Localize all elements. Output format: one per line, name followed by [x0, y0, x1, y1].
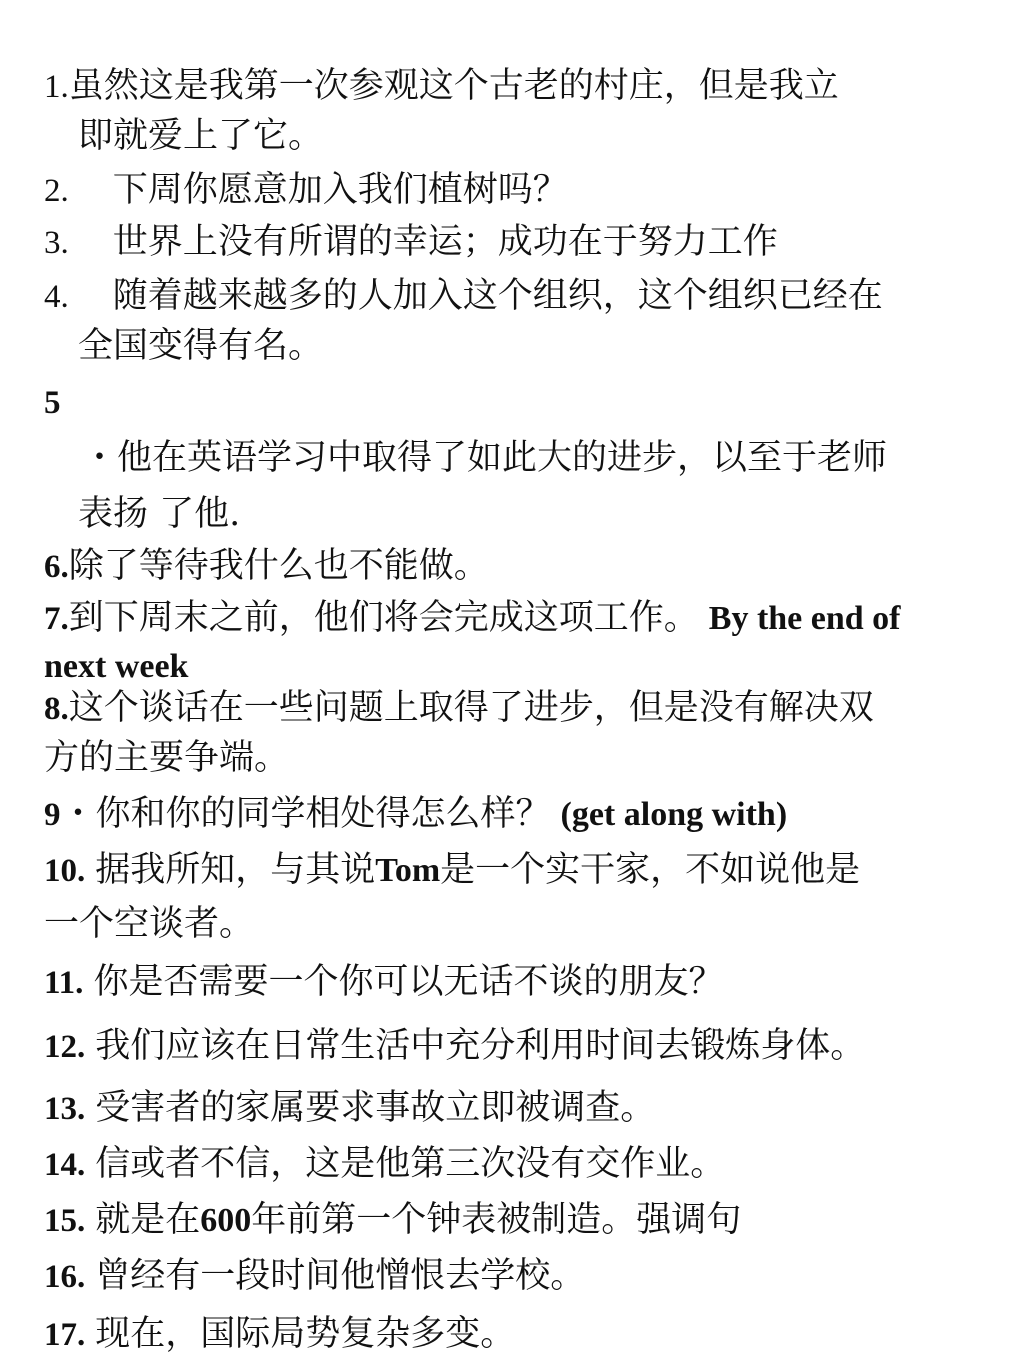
item-number: 9: [44, 797, 61, 833]
item-4-line-2: [78, 324, 323, 368]
item-number: 8.: [44, 691, 69, 727]
item-hint-continued: next week: [44, 648, 189, 685]
item-17: [44, 1312, 515, 1357]
item-number: 5: [44, 385, 61, 421]
item-text: 这个谈话在一些问题上取得了进步，但是没有解决双: [68, 688, 874, 728]
item-13: [44, 1086, 655, 1131]
item-3: [44, 220, 778, 265]
item-text: 全国变得有名。: [78, 326, 324, 366]
item-number: 12.: [44, 1029, 86, 1065]
item-16: [44, 1254, 585, 1299]
item-6: [44, 544, 489, 589]
item-number: 11.: [44, 965, 84, 1001]
item-text: 随着越来越多的人加入这个组织，这个组织已经在: [112, 276, 883, 316]
item-5-number-line: [44, 380, 61, 425]
item-text: 就是在: [95, 1200, 201, 1240]
item-text: 到下周末之前，他们将会完成这项工作。: [68, 598, 699, 638]
item-hint: By the end of: [708, 600, 901, 637]
item-15: [44, 1198, 741, 1243]
item-text: 信或者不信，这是他第三次没有交作业。: [95, 1144, 726, 1184]
item-text: ・他在英语学习中取得了如此大的进步，以至于老师: [82, 438, 888, 478]
item-text: 曾经有一段时间他憎恨去学校。: [95, 1256, 586, 1296]
item-number: 4.: [44, 279, 69, 315]
item-text: 我们应该在日常生活中充分利用时间去锻炼身体。: [95, 1026, 866, 1066]
item-text: 表扬 了他.: [78, 494, 241, 534]
item-number: 7.: [44, 601, 69, 637]
item-10-line-2: [44, 902, 254, 946]
item-text: 除了等待我什么也不能做。: [68, 546, 489, 586]
item-text: 下周你愿意加入我们植树吗？: [112, 170, 568, 210]
item-text: 虽然这是我第一次参观这个古老的村庄，但是我立: [68, 66, 839, 106]
item-text: 一个空谈者。: [44, 904, 255, 944]
item-text: 世界上没有所谓的幸运；成功在于努力工作: [112, 222, 778, 262]
item-text: 即就爱上了它。: [78, 116, 324, 156]
item-number: 6.: [44, 549, 69, 585]
item-text: 据我所知，与其说: [95, 850, 376, 890]
item-1-line-1: [44, 64, 839, 109]
item-bold-text: Tom: [375, 852, 441, 889]
item-9: [44, 792, 787, 837]
item-text: 你是否需要一个你可以无话不谈的朋友？: [93, 962, 724, 1002]
item-text: ・你和你的同学相处得怎么样？: [60, 794, 551, 834]
item-number: 16.: [44, 1259, 86, 1295]
item-8-line-1: [44, 686, 874, 731]
item-10-line-1: [44, 848, 860, 893]
item-5-line-2: [78, 492, 240, 536]
item-5-line-1: [82, 436, 887, 480]
item-hint: (get along with): [560, 796, 788, 833]
item-1-line-2: [78, 114, 323, 158]
item-text: 是一个实干家，不如说他是: [440, 850, 861, 890]
item-11: [44, 960, 723, 1005]
item-2: [44, 168, 568, 213]
item-4-line-1: [44, 274, 883, 319]
item-12: [44, 1024, 865, 1069]
item-7-line-1: [44, 596, 901, 641]
item-7-line-2: [44, 644, 188, 689]
item-text: 受害者的家属要求事故立即被调查。: [95, 1088, 656, 1128]
item-8-line-2: [44, 736, 289, 780]
item-number: 3.: [44, 225, 69, 261]
item-number: 13.: [44, 1091, 86, 1127]
item-text: 方的主要争端。: [44, 738, 290, 778]
item-number: 1.: [44, 69, 69, 105]
item-14: [44, 1142, 725, 1187]
item-bold-text: 600: [200, 1202, 252, 1239]
item-number: 10.: [44, 853, 86, 889]
item-number: 15.: [44, 1203, 86, 1239]
item-text: 现在，国际局势复杂多变。: [95, 1314, 516, 1354]
item-number: 14.: [44, 1147, 86, 1183]
item-text: 年前第一个钟表被制造。强调句: [251, 1200, 742, 1240]
item-number: 2.: [44, 173, 69, 209]
item-number: 17.: [44, 1317, 86, 1353]
